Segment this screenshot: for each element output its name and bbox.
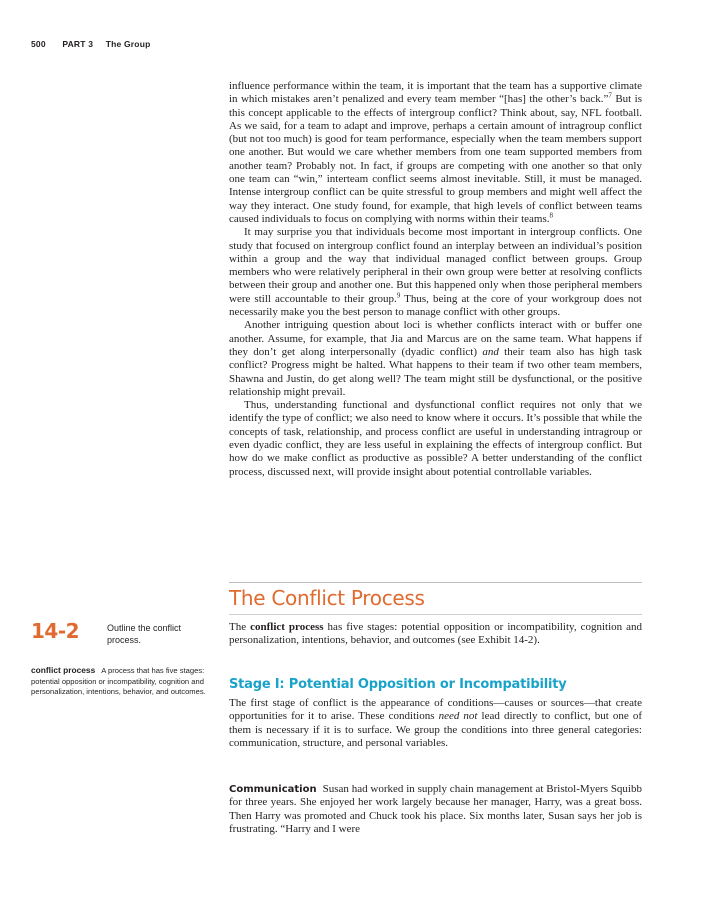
p2-text-b: Thus, being at the core of your workgroup does not necessarily make you the best person to manage conflict with other groups.	[229, 292, 642, 319]
stage-1-text-b: lead directly to conflict, but one of them is necessary if it is to surface. We group the conditions into three general categories: communication, structure, and personal variables.	[229, 710, 642, 749]
glossary-definition: A process that has five stages: potential opposition or incompatibility, cognition and personalization, intentions, behavior, and outcomes.	[31, 666, 206, 697]
stage-1-text-a: The first stage of conflict is the appearance of conditions—causes or sources—that create opportunities for it to arise. These conditions	[229, 697, 642, 723]
p2-text-a: It may surprise you that individuals become most important in intergroup conflicts. One study that focused on intergroup conflict found an interplay between an individual’s position within a group and the way that individual managed conflict between groups. Group members who were relatively peripheral in their own group were better at resolving conflicts between their group and another one. But this happened only when those peripheral members were still accountable to their group.	[229, 226, 642, 305]
paragraph-4: Thus, understanding functional and dysfunctional conflict requires not only that we identify the type of conflict; we also need to know where it occurs. It’s possible that while the concepts of task, relationship, and process conflict are useful in understanding intragroup or even dyadic conflict, they are less useful in explaining the effects of intergroup conflict. But how do we make conflict as productive as possible? A better understanding of the conflict process, discussed next, will provide insight about potential controllable variables.	[229, 399, 642, 478]
section-intro	[229, 621, 642, 648]
intro-text-a: The	[229, 621, 251, 633]
communication-heading: Communication	[229, 784, 317, 795]
communication-text: Susan had worked in supply chain management at Bristol-Myers Squibb for three years. She enjoyed her work largely because her manager, Harry, was a great boss. Then Harry was promoted and Chuck took his place. Six months later, Susan says her job is frustrating. “Harry and I were	[229, 783, 642, 835]
p3-emphasis: and	[482, 345, 499, 358]
part-label: PART 3	[62, 39, 94, 49]
section-title: The Conflict Process	[229, 586, 425, 610]
page-number: 500	[31, 39, 46, 49]
communication-section	[229, 783, 642, 836]
stage-1-paragraph	[229, 697, 642, 750]
running-head	[31, 39, 165, 49]
paragraph-1	[229, 80, 642, 226]
ref-8: 8	[549, 211, 553, 220]
p3-text-b: their team also has high task conflict? Progress might be halted. What happens to their team if two other team members, Shawna and Justin, do get along well? The team might still be dysfunctional, or the positive relationship might prevail.	[229, 345, 642, 398]
main-text-column	[229, 80, 642, 479]
glossary-entry	[31, 665, 211, 698]
part-title: The Group	[105, 39, 151, 49]
ref-7: 7	[608, 91, 612, 100]
stage-1-emphasis: need not	[438, 710, 478, 723]
p1-text-b: But is this concept applicable to the effects of intergroup conflict? Think about, say, NFL football. As we said, for a team to adapt and improve, perhaps a certain amount of intragroup conflict (but not too much) is good for team performance, especially when the team members support one another. But would we care whether members from one team supported members from another team? Probably not. In fact, if groups are competing with one another so that only one team can “win,” interteam conflict seems almost inevitable. Still, it must be managed. Intense intergroup conflict can be quite stressful to group members and might well affect the way they interact. One study found, for example, that high levels of conflict between teams caused individuals to focus on complying with norms within their teams.	[229, 93, 643, 225]
intro-text-b: has five stages: potential opposition or incompatibility, cognition and personalization, intentions, behavior, and outcomes (see Exhibit 14-2).	[229, 621, 642, 647]
stage-1-body	[229, 697, 642, 750]
section-intro-paragraph	[229, 621, 642, 648]
communication-paragraph	[229, 783, 642, 836]
glossary-term: conflict process	[31, 665, 96, 675]
ref-9: 9	[396, 291, 401, 300]
section-title-underline	[229, 614, 642, 615]
learning-objective-number: 14-2	[31, 619, 80, 643]
p3-text-a: Another intriguing question about loci is whether conflicts interact with or buffer one another. Assume, for example, that Jia and Marcus are on the same team. What happens if they don’t get along interpersonally (dyadic conflict)	[229, 319, 642, 358]
learning-objective-text: Outline the conflict process.	[107, 623, 182, 645]
paragraph-3	[229, 319, 642, 399]
p1-text-a: influence performance within the team, it is important that the team has a supportive climate in which mistakes aren’t penalized and every team member “[has] the other’s back.”	[229, 80, 642, 106]
key-term: conflict process	[250, 621, 324, 633]
paragraph-2	[229, 226, 642, 319]
section-divider	[229, 582, 642, 583]
stage-1-heading: Stage I: Potential Opposition or Incompatibility	[229, 677, 567, 692]
